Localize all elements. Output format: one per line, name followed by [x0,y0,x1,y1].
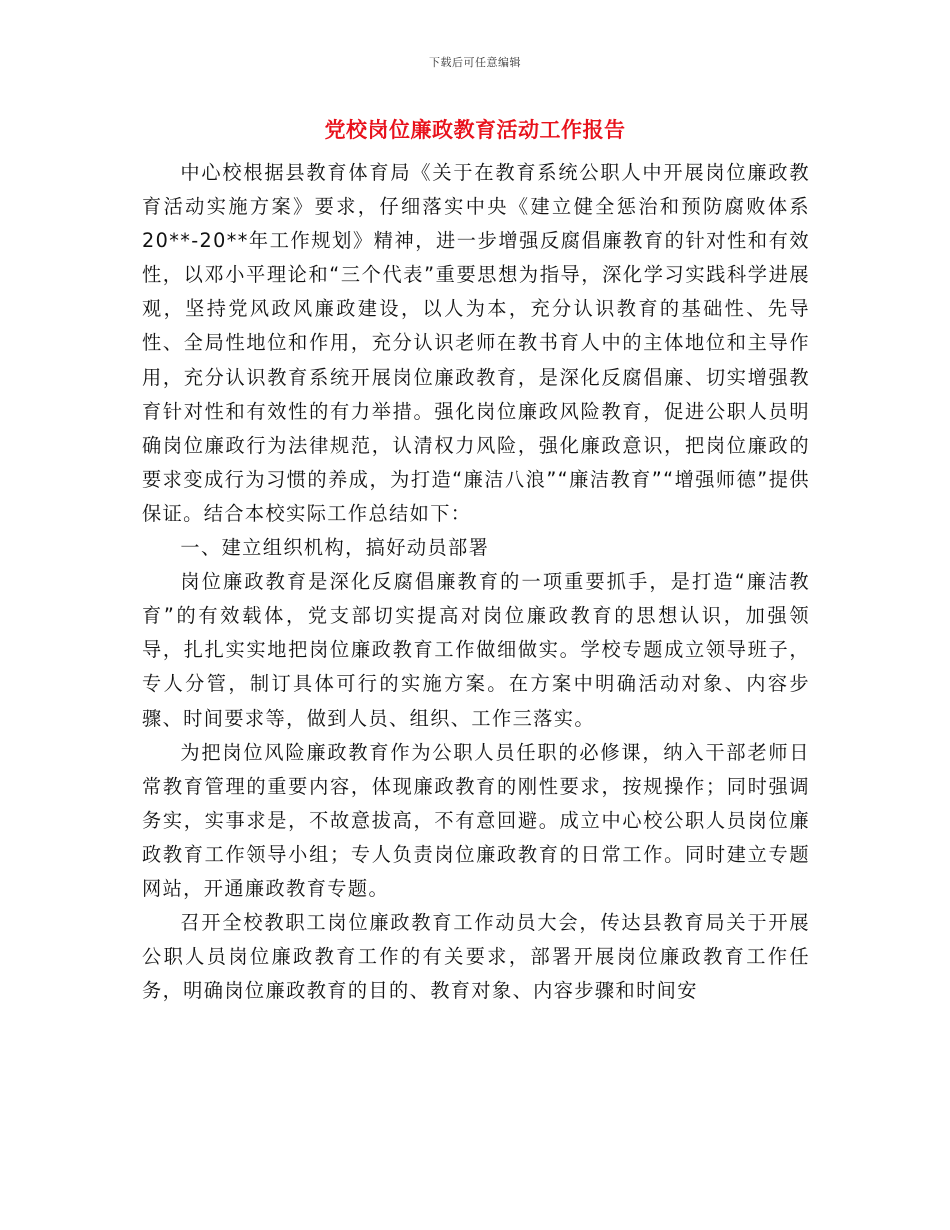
paragraph-section-1-c: 召开全校教职工岗位廉政教育工作动员大会，传达县教育局关于开展公职人员岗位廉政教育工作的有关要求，部署开展岗位廉政教育工作任务，明确岗位廉政教育的目的、教育对象、内容步骤和时间安 [142,911,810,1003]
paragraph-section-1-a: 岗位廉政教育是深化反腐倡廉教育的一项重要抓手，是打造“廉洁教育”的有效载体，党支部切实提高对岗位廉政教育的思想认识，加强领导，扎扎实实地把岗位廉政教育工作做细做实。学校专题成立领导班子，专人分管，制订具体可行的实施方案。在方案中明确活动对象、内容步骤、时间要求等，做到人员、组织、工作三落实。 [142,570,810,730]
section-heading-1: 一、建立组织机构，搞好动员部署 [180,536,490,560]
document-title: 党校岗位廉政教育活动工作报告 [324,117,626,142]
document-body [142,156,810,1008]
paragraph-section-1-b: 为把岗位风险廉政教育作为公职人员任职的必修课，纳入干部老师日常教育管理的重要内容，体现廉政教育的刚性要求，按规操作；同时强调务实，实事求是，不故意拔高，不有意回避。成立中心校公职人员岗位廉政教育工作领导小组；专人负责岗位廉政教育的日常工作。同时建立专题网站，开通廉政教育专题。 [142,740,810,900]
paragraph-intro: 中心校根据县教育体育局《关于在教育系统公职人中开展岗位廉政教育活动实施方案》要求，仔细落实中央《建立健全惩治和预防腐败体系20**-20**年工作规划》精神，进一步增强反腐倡廉教育的针对性和有效性，以邓小平理论和“三个代表”重要思想为指导，深化学习实践科学进展观，坚持党风政风廉政建设，以人为本，充分认识教育的基础性、先导性、全局性地位和作用，充分认识老师在教书育人中的主体地位和主导作用，充分认识教育系统开展岗位廉政教育，是深化反腐倡廉、切实增强教育针对性和有效性的有力举措。强化岗位廉政风险教育，促进公职人员明确岗位廉政行为法律规范，认清权力风险，强化廉政意识，把岗位廉政的要求变成行为习惯的养成，为打造“廉洁八浪”“廉洁教育”“增强师德”提供保证。结合本校实际工作总结如下： [142,161,810,525]
header-note: 下载后可任意编辑 [429,56,521,69]
